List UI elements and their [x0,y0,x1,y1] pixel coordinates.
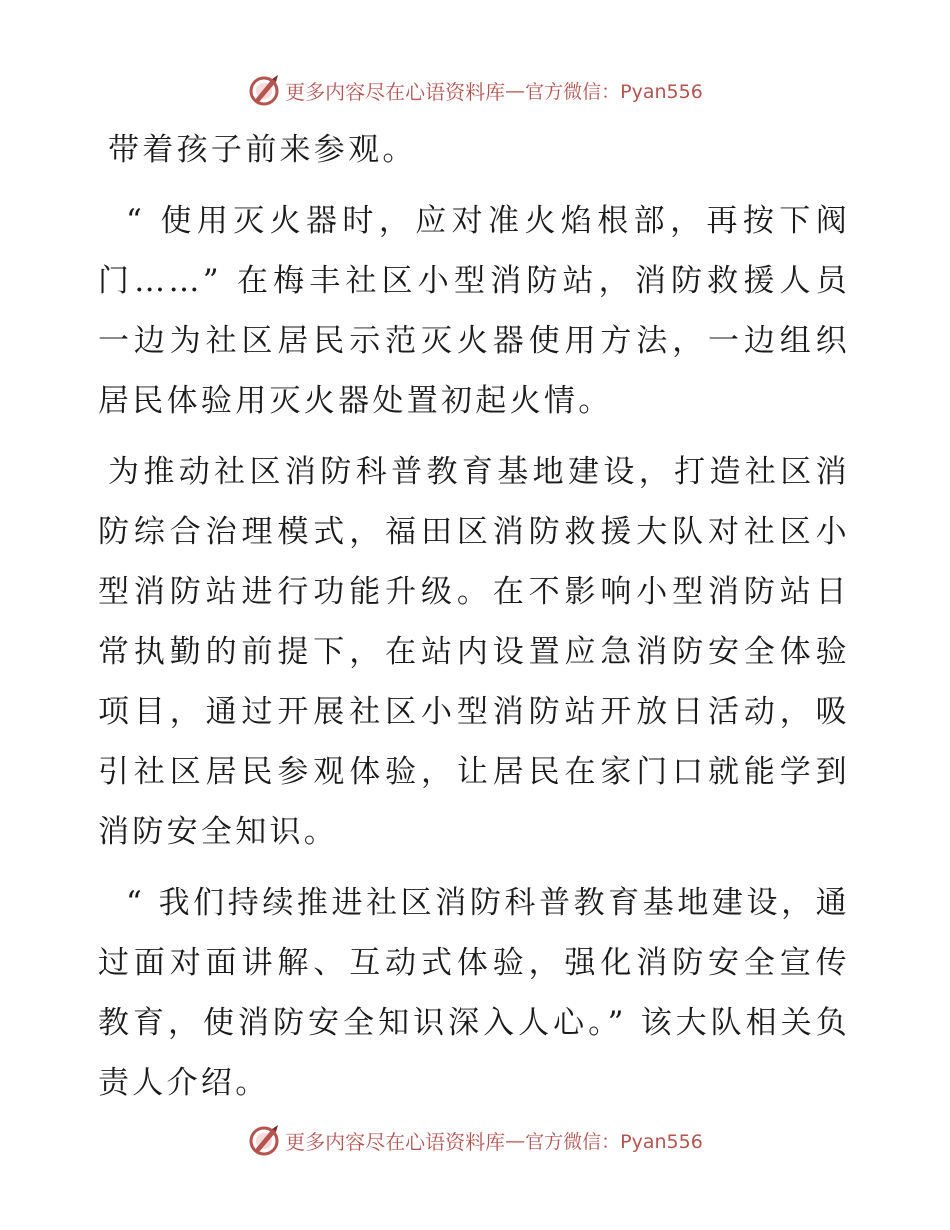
banner-brand-text: 更多内容尽在心语资料库 [285,1129,506,1154]
paragraph-1: 带着孩子前来参观。 [108,132,417,168]
banner-wechat-text: 官方微信：Pyan556 [525,80,703,103]
quill-pen-logo-icon [247,1123,281,1157]
quill-pen-logo-icon [247,73,281,107]
banner-brand-text: 更多内容尽在心语资料库 [285,79,506,104]
paragraph-2: “ 使用灭火器时，应对准火焰根部，再按下阀门……” 在梅丰社区小型消防站，消防救援人员一边为社区居民示范灭火器使用方法，一边组织居民体验用灭火器处置初起火情。 [98,203,850,419]
document-body [98,120,850,1113]
banner-wechat-text: 官方微信：Pyan556 [525,1130,703,1153]
banner-separator: — [505,1128,526,1152]
banner-separator: — [505,78,526,102]
paragraph-3: 为推动社区消防科普教育基地建设，打造社区消防综合治理模式，福田区消防救援大队对社区小型消防站进行功能升级。在不影响小型消防站日常执勤的前提下，在站内设置应急消防安全体验项目，通过开展社区小型消防站开放日活动，吸引社区居民参观体验，让居民在家门口就能学到消防安全知识。 [98,454,850,850]
header-banner [0,70,950,110]
paragraph-4: “ 我们持续推进社区消防科普教育基地建设，通过面对面讲解、互动式体验，强化消防安全宣传教育，使消防安全知识深入人心。” 该大队相关负责人介绍。 [98,885,850,1101]
footer-banner [0,1120,950,1160]
